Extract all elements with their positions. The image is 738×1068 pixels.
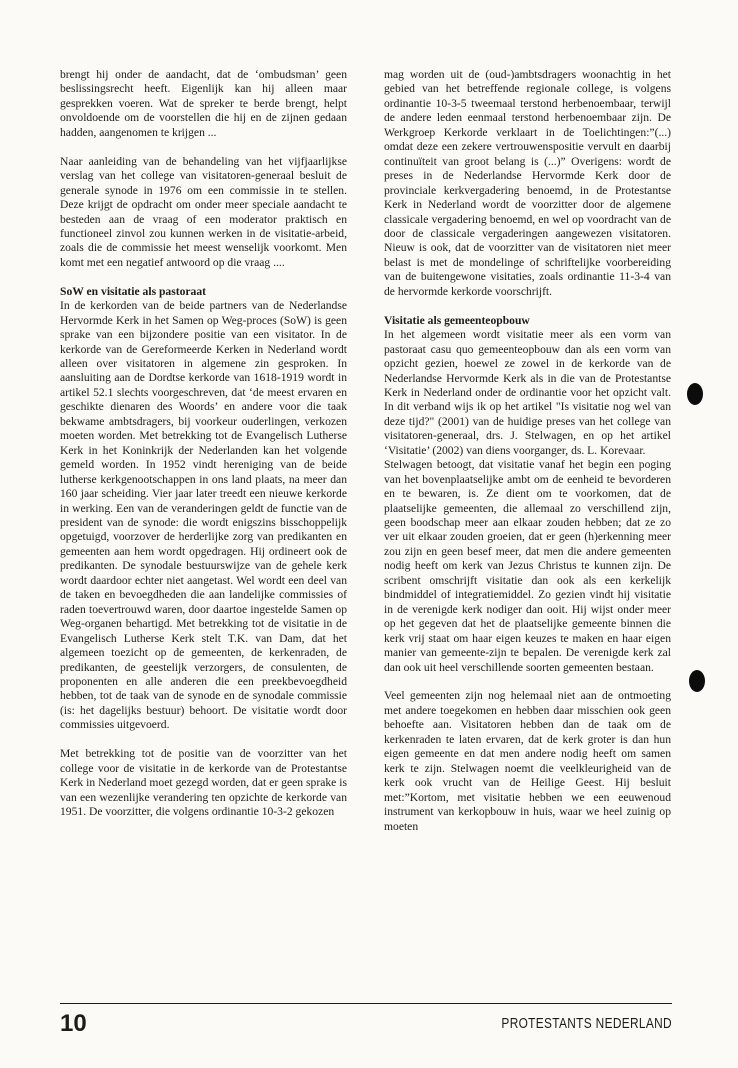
footer-rule [60, 1003, 672, 1004]
paragraph: Met betrekking tot de positie van de voorzitter van het college voor de visitatie in de kerkorde van de Protestantse Kerk in Nederland moet gezegd worden, dat er geen sprake is van een wezenlijke verandering ten opzichte de kerkorde van 1951. De voorzitter, die volgens ordinantie 10-3-2 gekozen [60, 747, 347, 819]
left-column [60, 68, 347, 820]
paragraph: In het algemeen wordt visitatie meer als een vorm van pastoraat casu quo gemeenteopbouw dan als een vorm van opzicht gezien, hoewel ze zowel in de kerkorde van de Nederlandse Hervormde Kerk als in die van de Protestantse Kerk in Nederland onder de ordinantie voor het opzicht valt. In dit verband wijs ik op het artikel "Is visitatie nog wel van deze tijd?" (2001) van de huidige preses van het college van visitatoren-generaal, drs. J. Stelwagen, en op het artikel ‘Visitatie’ (2002) van diens voorganger, ds. L. Korevaar. [384, 328, 671, 457]
paragraph: mag worden uit de (oud-)ambtsdragers woonachtig in het gebied van het betreffende regionale college, is volgens ordinantie 10-3-5 tweemaal terstond herbenoembaar, terwijl de andere leden eenmaal terstond herbenoembaar zijn. De Werkgroep Kerkorde verklaart in de Toelichtingen:”(...) omdat deze een zekere vertrouwenspositie vervult en daarbij continuïteit van groot belang is (...)” Overigens: wordt de preses in de Nederlandse Hervormde Kerk door de provinciale kerkvergadering benoemd, in de Protestantse Kerk in Nederland wordt de voorzitter door de algemene classicale vergadering benoemd, en wel op voordracht van de door de classicale vergaderingen aangewezen visitatoren. Nieuw is ook, dat de voorzitter van de visitatoren niet meer belast is met de mondelinge of schriftelijke voorbereiding van de buitengewone visitaties, zoals ordinantie 11-3-4 van de hervormde kerkorde voorschrijft. [384, 68, 671, 298]
punch-hole [687, 383, 703, 405]
page-number: 10 [60, 1010, 87, 1037]
paragraph: In de kerkorden van de beide partners van de Nederlandse Hervormde Kerk in het Samen op Weg-proces (SoW) is geen sprake van een bijzondere positie van een visitator. In de kerkorde van de Gereformeerde Kerken in Nederland wordt alleen over visitatoren in algemene zin gesproken. In aansluiting aan de Dordtse kerkorde van 1618-1919 wordt in artikel 52.1 slechts voorgeschreven, dat ‘de meest ervaren en geschikte dienaren des Woords’ en andere voor die taak bekwame ambtsdragers, bij voorkeur ouderlingen, verkozen moeten worden. Met betrekking tot de Evangelisch Lutherse Kerk in het Koninkrijk der Nederlanden kan het volgende gemeld worden. In 1952 vindt hereniging van de beide lutherse kerkgenootschappen in ons land plaats, na meer dan 160 jaar scheiding. Vier jaar later treedt een nieuwe kerkorde in werking. Een van de veranderingen geldt de functie van de president van de synode: die wordt enigszins bisschoppelijk opgetuigd, voorzover de herderlijke zorg van predikanten en gemeenten aan hem wordt opgedragen. Hij ordineert ook de predikanten. De synodale bestuurswijze van de gehele kerk wordt daardoor echter niet aangetast. Wel wordt een deel van de taken en bevoegdheden die aan landelijke commissies of raden toevertrouwd waren, door daartoe ingestelde Samen op Weg-organen behartigd. Met betrekking tot de visitatie in de Evangelisch Lutherse Kerk stelt T.K. van Dam, dat het algemeen toezicht op de gemeenten, de kerkenraden, de predikanten, de geestelijk verzorgers, de consulenten, de proponenten en alle anderen die een preekbevoegdheid hebben, tot de taak van de synode en de synodale commissie (is: het dagelijks bestuur) behoort. De visitatie wordt door commissies uitgevoerd. [60, 299, 347, 732]
punch-hole [689, 670, 705, 692]
magazine-name: PROTESTANTS NEDERLAND [501, 1016, 672, 1032]
section-heading-sow: SoW en visitatie als pastoraat [60, 284, 206, 298]
paragraph: Naar aanleiding van de behandeling van het vijfjaarlijkse verslag van het college van visitatoren-generaal besluit de generale synode in 1976 om een commissie in te stellen. Deze krijgt de opdracht om onder meer speciale aandacht te besteden aan de vraag of een moderator praktisch en functioneel zinvol zou kunnen werken in de visitatie-arbeid, zoals die de commissie het meest wenselijk voorkomt. Men komt met een negatief antwoord op die vraag .... [60, 154, 347, 269]
paragraph: brengt hij onder de aandacht, dat de ‘ombudsman’ geen beslissingsrecht heeft. Eigenlijk kan hij alleen maar gesprekken voeren. Wat de spreker te berde brengt, helpt onvoldoende om de voorstellen die hij en de zijnen gedaan hadden, aangenomen te krijgen ... [60, 68, 347, 139]
paragraph: Veel gemeenten zijn nog helemaal niet aan de ontmoeting met andere toegekomen en hebben daar misschien ook geen behoefte aan. Visitatoren hebben dan de taak om de kerkenraden te laten ervaren, dat de kerk groter is dan hun eigen gemeente en dat men andere nodig heeft om samen kerk te zijn. Stelwagen noemt die veelkleurigheid van de kerk ook vrucht van de Heilige Geest. Hij besluit met:”Kortom, met visitatie hebben we een eeuwenoud instrument van kerkopbouw in huis, waar we heel zuinig op moeten [384, 689, 671, 833]
paragraph: Stelwagen betoogt, dat visitatie vanaf het begin een poging van het bovenplaatselijke ambt om de eenheid te bevorderen en te bewaren, is. Ze dient om te voorkomen, dat de plaatselijke gemeenten, die allemaal zo verschillend zijn, geen boodschap meer aan elkaar zouden hebben; dat ze zo ver uit elkaar zouden groeien, dat er geen (h)erkenning meer zou zijn en geen besef meer, dat men die andere gemeenten nodig heeft om kerk van Jezus Christus te kunnen zijn. De scribent omschrijft visitatie dan ook als een kerkelijk bindmiddel of integratiemiddel. Zo gezien vindt hij visitatie in de verenigde kerk nodiger dan ooit. Hij wijst onder meer op het gegeven dat het de plaatselijke gemeente binnen die kerk vrij staat om haar eigen keuzes te maken en haar eigen manier van gemeente-zijn te bepalen. De verenigde kerk zal dan ook uit heel verschillende soorten gemeenten bestaan. [384, 458, 671, 674]
section-heading-gemeenteopbouw: Visitatie als gemeenteopbouw [384, 313, 530, 327]
right-column [384, 68, 671, 834]
